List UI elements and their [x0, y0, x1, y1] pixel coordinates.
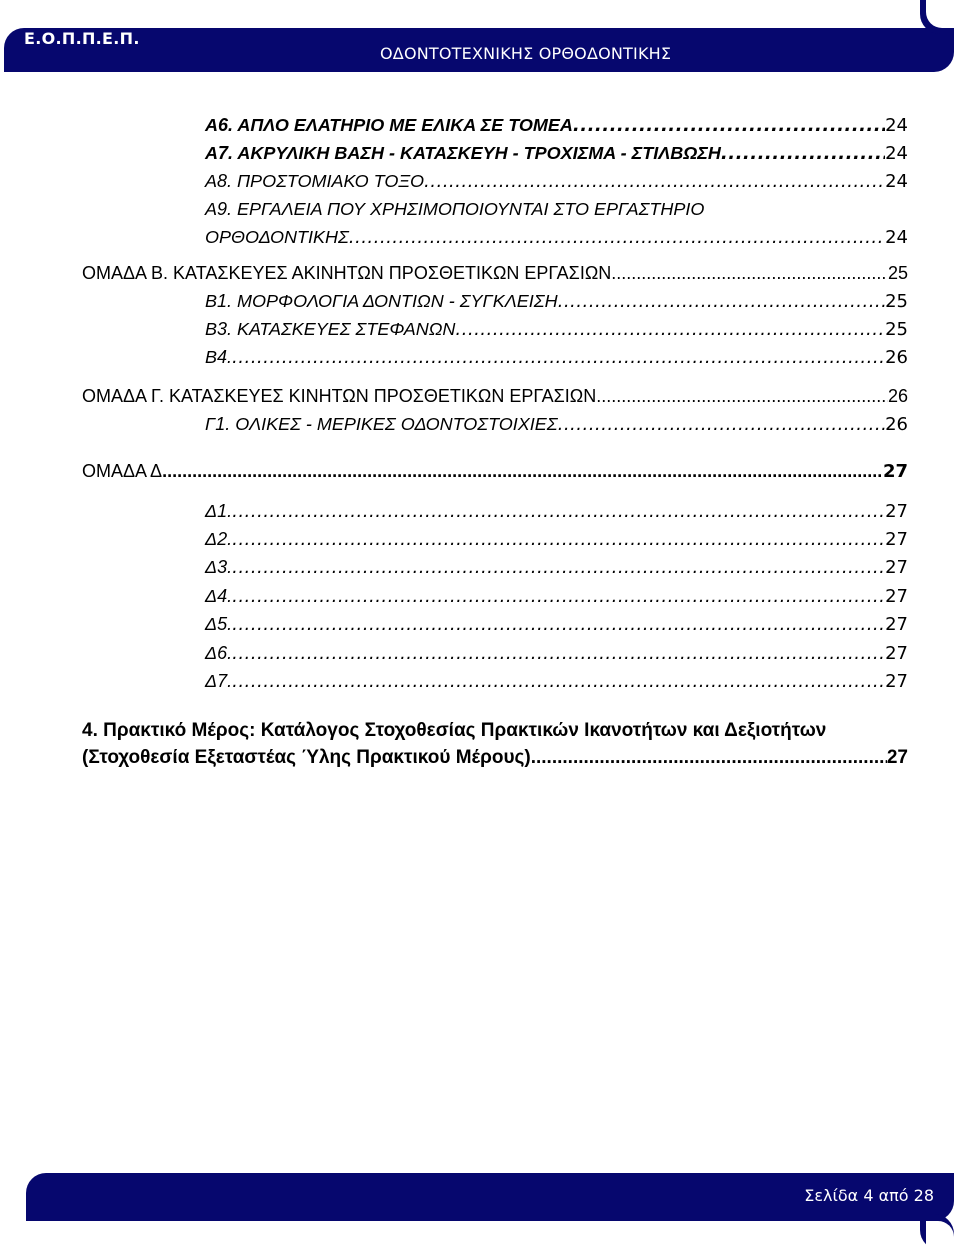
toc-leader: [232, 529, 885, 551]
toc-page-number: 24: [885, 171, 908, 192]
toc-entry-a7[interactable]: [205, 142, 908, 165]
toc-entry-title: Δ5.: [205, 614, 233, 634]
toc-page-number: 26: [887, 386, 908, 406]
toc-page-number: 27: [885, 529, 908, 550]
toc-page-number: 27: [886, 747, 908, 768]
toc-entry-title: ΟΜΑΔΑ Δ: [82, 461, 163, 481]
toc-entry-title: Δ4.: [205, 586, 233, 606]
toc-entry-title-continued: ΟΡΘΟΔΟΝΤΙΚΗΣ: [205, 227, 349, 247]
toc-entry-a6[interactable]: [205, 114, 908, 137]
toc-page-number: 24: [885, 115, 908, 136]
toc-leader: [424, 171, 885, 193]
toc-page-number: 27: [885, 586, 908, 607]
toc-entry-d1[interactable]: [205, 500, 908, 523]
toc-entry-title: Β4.: [205, 347, 233, 367]
toc-entry-a9-line1[interactable]: [205, 198, 908, 220]
toc-page-number: 26: [885, 347, 908, 368]
toc-page-number: 27: [885, 501, 908, 522]
toc-entry-g1[interactable]: [205, 413, 908, 436]
toc-entry-b3[interactable]: [205, 318, 908, 341]
toc-leader: [232, 501, 885, 523]
toc-page-number: 25: [885, 291, 908, 312]
toc-entry-group-d[interactable]: [82, 460, 908, 483]
toc-leader: [232, 671, 885, 693]
toc-leader: [232, 557, 885, 579]
toc-entry-title: Α9. ΕΡΓΑΛΕΙΑ ΠΟΥ ΧΡΗΣΙΜΟΠΟΙΟΥΝΤΑΙ ΣΤΟ ΕΡΓΑΣΤΗΡΙΟ: [205, 199, 705, 219]
footer-corner-cutout: [926, 1221, 954, 1251]
toc-entry-b4[interactable]: [205, 346, 908, 369]
toc-leader: [531, 744, 887, 771]
toc-page-number: 27: [885, 671, 908, 692]
toc-leader: [611, 262, 888, 284]
toc-entry-a9[interactable]: [205, 226, 908, 249]
toc-page-number: 27: [882, 461, 908, 482]
toc-entry-title: Δ2.: [205, 529, 233, 549]
toc-leader: [721, 143, 885, 165]
toc-leader: [232, 586, 885, 608]
toc-leader: [573, 115, 885, 137]
toc-entry-d4[interactable]: [205, 585, 908, 608]
toc-page-number: 25: [885, 319, 908, 340]
toc-entry-title: Β3. ΚΑΤΑΣΚΕΥΕΣ ΣΤΕΦΑΝΩΝ: [205, 319, 456, 339]
toc-entry-title-continued-row: [82, 744, 908, 771]
toc-leader: [455, 319, 885, 341]
toc-entry-title: 4. Πρακτικό Μέρος: Κατάλογος Στοχοθεσίας Πρακτικών Ικανοτήτων και Δεξιοτήτων: [82, 720, 827, 741]
toc-entry-title: Δ3.: [205, 557, 233, 577]
toc-entry-title: ΟΜΑΔΑ Γ. ΚΑΤΑΣΚΕΥΕΣ ΚΙΝΗΤΩΝ ΠΡΟΣΘΕΤΙΚΩΝ ΕΡΓΑΣΙΩΝ: [82, 386, 597, 406]
toc-entry-title: Δ7.: [205, 671, 233, 691]
toc-entry-d6[interactable]: [205, 642, 908, 665]
toc-leader: [232, 347, 885, 369]
toc-entry-title: Α6. ΑΠΛΟ ΕΛΑΤΗΡΙΟ ΜΕ ΕΛΙΚΑ ΣΕ ΤΟΜΕΑ: [205, 115, 573, 135]
toc-entry-d2[interactable]: [205, 528, 908, 551]
toc-entry-a8[interactable]: [205, 170, 908, 193]
toc-page-number: 24: [885, 227, 908, 248]
toc-leader: [596, 385, 888, 407]
toc-entry-title-continued: (Στοχοθεσία Εξεταστέας Ύλης Πρακτικού Μέρους): [82, 747, 531, 768]
toc-entry-title: Δ1.: [205, 501, 233, 521]
toc-page-number: 25: [887, 263, 908, 283]
toc-entry-d3[interactable]: [205, 556, 908, 579]
toc-leader: [349, 227, 885, 249]
toc-leader: [232, 643, 885, 665]
toc-entry-group-b[interactable]: [82, 262, 908, 284]
toc-page-number: 24: [885, 143, 908, 164]
toc-entry-title: Α7. ΑΚΡΥΛΙΚΗ ΒΑΣΗ - ΚΑΤΑΣΚΕΥΗ - ΤΡΟΧΙΣΜΑ - ΣΤΙΛΒΩΣΗ: [205, 143, 721, 163]
toc-leader: [558, 291, 885, 313]
toc-entry-title: Δ6.: [205, 643, 233, 663]
page-header: [0, 0, 960, 80]
toc-entry-d7[interactable]: [205, 670, 908, 693]
toc-entry-title: Α8. ΠΡΟΣΤΟΜΙΑΚΟ ΤΟΞΟ: [205, 171, 425, 191]
toc-page-number: 26: [885, 414, 908, 435]
toc-entry-b1[interactable]: [205, 290, 908, 313]
toc-entry-d5[interactable]: [205, 613, 908, 636]
toc-leader: [558, 414, 886, 436]
toc-entry-title: ΟΜΑΔΑ Β. ΚΑΤΑΣΚΕΥΕΣ ΑΚΙΝΗΤΩΝ ΠΡΟΣΘΕΤΙΚΩΝ ΕΡΓΑΣΙΩΝ: [82, 263, 612, 283]
toc-page-number: 27: [885, 643, 908, 664]
toc-page-number: 27: [885, 557, 908, 578]
toc-entry-title: Γ1. ΟΛΙΚΕΣ - ΜΕΡΙΚΕΣ ΟΔΟΝΤΟΣΤΟΙΧΙΕΣ: [205, 414, 558, 434]
header-org: Ε.Ο.Π.Π.Ε.Π.: [24, 29, 140, 48]
toc-leader: [232, 614, 885, 636]
header-subject: ΟΔΟΝΤΟΤΕΧΝΙΚΗΣ ΟΡΘΟΔΟΝΤΙΚΗΣ: [380, 44, 672, 63]
page-number-footer: Σελίδα 4 από 28: [804, 1186, 934, 1205]
toc-entry-title: Β1. ΜΟΡΦΟΛΟΓΙΑ ΔΟΝΤΙΩΝ - ΣΥΓΚΛΕΙΣΗ: [205, 291, 558, 311]
toc-leader: [162, 460, 883, 482]
toc-entry-section-4[interactable]: [82, 717, 908, 771]
toc-entry-group-g[interactable]: [82, 385, 908, 407]
toc-page-number: 27: [885, 614, 908, 635]
